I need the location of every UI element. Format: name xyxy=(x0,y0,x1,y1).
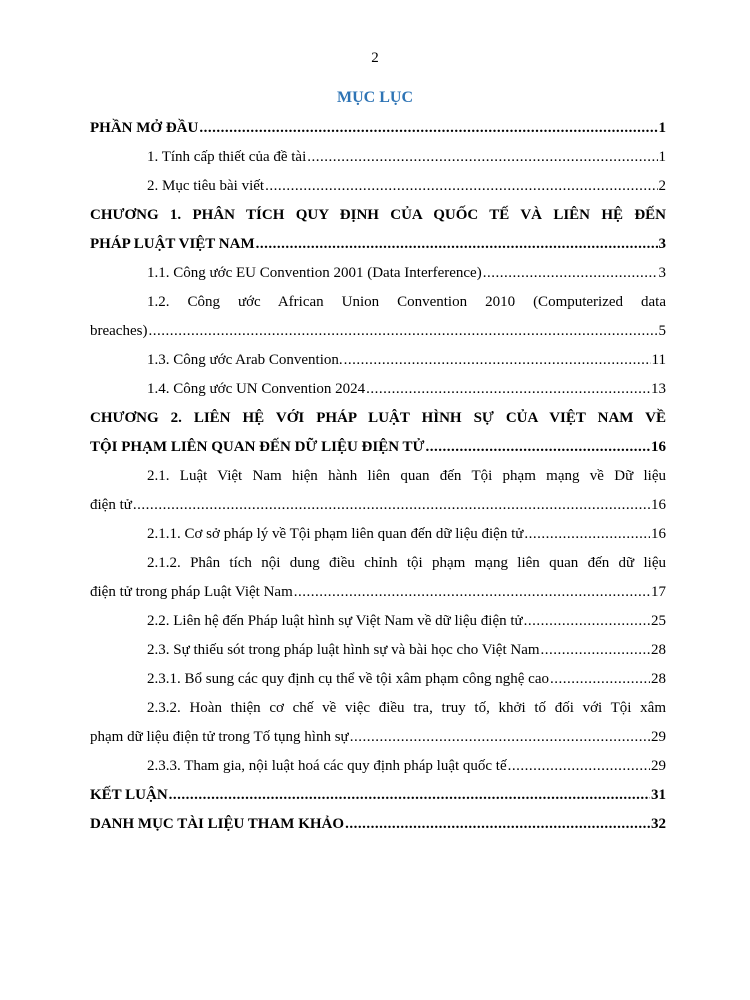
toc-page-number: 1 xyxy=(658,120,666,136)
dot-leader xyxy=(265,172,657,201)
toc-entry-2-3-3[interactable] xyxy=(90,752,666,781)
toc-entry-2-1[interactable] xyxy=(90,462,666,520)
toc-page-number: 31 xyxy=(651,787,666,803)
toc-entry-title: điện tử xyxy=(90,497,132,513)
toc-page-number: 25 xyxy=(651,613,666,629)
toc-page-number: 13 xyxy=(651,381,666,397)
toc-entry-title-line1: 2.3.2. Hoàn thiện cơ chế về việc điều tra, truy tố, khởi tố đối với Tội xâm xyxy=(147,700,666,716)
toc-page-number: 2 xyxy=(658,178,666,194)
toc-entry-1[interactable] xyxy=(90,143,666,172)
dot-leader xyxy=(169,781,650,810)
toc-entry-title: 1.1. Công ước EU Convention 2001 (Data Interference) xyxy=(147,265,482,281)
dot-leader xyxy=(256,230,658,259)
toc-entry-1-3[interactable] xyxy=(90,346,666,375)
table-of-contents xyxy=(90,114,666,839)
toc-entry-title: phạm dữ liệu điện tử trong Tố tụng hình sự xyxy=(90,729,349,745)
dot-leader xyxy=(350,723,650,752)
toc-page-number: 29 xyxy=(651,729,666,745)
dot-leader xyxy=(550,665,650,694)
toc-entry-title-line1: 2.1. Luật Việt Nam hiện hành liên quan đến Tội phạm mạng về Dữ liệu xyxy=(147,468,666,484)
toc-page-number: 17 xyxy=(651,584,666,600)
toc-entry-1-1[interactable] xyxy=(90,259,666,288)
toc-page-number: 11 xyxy=(651,352,666,368)
toc-entry-title: điện tử trong pháp Luật Việt Nam xyxy=(90,584,293,600)
dot-leader xyxy=(148,317,657,346)
dot-leader xyxy=(524,520,650,549)
dot-leader xyxy=(133,491,650,520)
toc-entry-2-1-2[interactable] xyxy=(90,549,666,607)
dot-leader xyxy=(345,810,650,839)
toc-entry-title: 1.3. Công ước Arab Convention. xyxy=(147,352,343,368)
toc-page-number: 28 xyxy=(651,642,666,658)
dot-leader xyxy=(366,375,650,404)
toc-page-number: 16 xyxy=(651,439,666,455)
toc-entry-references[interactable] xyxy=(90,810,666,839)
toc-entry-title-line1: 1.2. Công ước African Union Convention 2010 (Computerized data xyxy=(147,294,666,310)
toc-page-number: 16 xyxy=(651,497,666,513)
toc-page-number: 3 xyxy=(658,265,666,281)
toc-page-number: 16 xyxy=(651,526,666,542)
toc-page-number: 32 xyxy=(651,816,666,832)
toc-page-number: 5 xyxy=(658,323,666,339)
dot-leader xyxy=(344,346,651,375)
dot-leader xyxy=(524,607,650,636)
toc-entry-title: 1.4. Công ước UN Convention 2024 xyxy=(147,381,366,397)
toc-title: MỤC LỤC xyxy=(337,89,413,106)
toc-entry-2-2[interactable] xyxy=(90,607,666,636)
toc-entry-2-3[interactable] xyxy=(90,636,666,665)
toc-entry-title-line1: 2.1.2. Phân tích nội dung điều chỉnh tội phạm mạng liên quan đến dữ liệu xyxy=(147,555,666,571)
toc-entry-1-2[interactable] xyxy=(90,288,666,346)
toc-entry-title: DANH MỤC TÀI LIỆU THAM KHẢO xyxy=(90,816,345,832)
toc-entry-title: PHẦN MỞ ĐẦU xyxy=(90,120,199,136)
dot-leader xyxy=(508,752,650,781)
page-number: 2 xyxy=(371,50,379,66)
toc-entry-2[interactable] xyxy=(90,172,666,201)
toc-entry-title: KẾT LUẬN xyxy=(90,787,168,803)
dot-leader xyxy=(294,578,650,607)
toc-entry-intro[interactable] xyxy=(90,114,666,143)
toc-entry-2-3-2[interactable] xyxy=(90,694,666,752)
toc-entry-title: PHÁP LUẬT VIỆT NAM xyxy=(90,236,255,252)
toc-entry-title: 2.1.1. Cơ sở pháp lý về Tội phạm liên quan đến dữ liệu điện tử xyxy=(147,526,524,542)
dot-leader xyxy=(307,143,657,172)
toc-entry-conclusion[interactable] xyxy=(90,781,666,810)
toc-entry-1-4[interactable] xyxy=(90,375,666,404)
dot-leader xyxy=(425,433,650,462)
toc-entry-chapter-2[interactable] xyxy=(90,404,666,462)
toc-entry-title-line1: CHƯƠNG 2. LIÊN HỆ VỚI PHÁP LUẬT HÌNH SỰ CỦA VIỆT NAM VỀ xyxy=(90,410,666,426)
toc-entry-title: TỘI PHẠM LIÊN QUAN ĐẾN DỮ LIỆU ĐIỆN TỬ xyxy=(90,439,425,455)
toc-entry-title: 1. Tính cấp thiết của đề tài xyxy=(147,149,307,165)
dot-leader xyxy=(199,114,657,143)
toc-entry-title: 2.3.3. Tham gia, nội luật hoá các quy định pháp luật quốc tế xyxy=(147,758,507,774)
toc-entry-title: 2.2. Liên hệ đến Pháp luật hình sự Việt Nam về dữ liệu điện tử xyxy=(147,613,523,629)
toc-entry-chapter-1[interactable] xyxy=(90,201,666,259)
toc-entry-2-3-1[interactable] xyxy=(90,665,666,694)
toc-entry-2-1-1[interactable] xyxy=(90,520,666,549)
dot-leader xyxy=(541,636,650,665)
toc-entry-title: 2.3.1. Bổ sung các quy định cụ thể về tội xâm phạm công nghệ cao xyxy=(147,671,549,687)
toc-entry-title: breaches) xyxy=(90,323,148,339)
toc-page-number: 1 xyxy=(658,149,666,165)
toc-entry-title-line1: CHƯƠNG 1. PHÂN TÍCH QUY ĐỊNH CỦA QUỐC TẾ VÀ LIÊN HỆ ĐẾN xyxy=(90,207,666,223)
dot-leader xyxy=(483,259,658,288)
toc-page-number: 29 xyxy=(651,758,666,774)
toc-page-number: 28 xyxy=(651,671,666,687)
toc-entry-title: 2. Mục tiêu bài viết xyxy=(147,178,265,194)
toc-entry-title: 2.3. Sự thiếu sót trong pháp luật hình sự và bài học cho Việt Nam xyxy=(147,642,540,658)
toc-page-number: 3 xyxy=(658,236,666,252)
